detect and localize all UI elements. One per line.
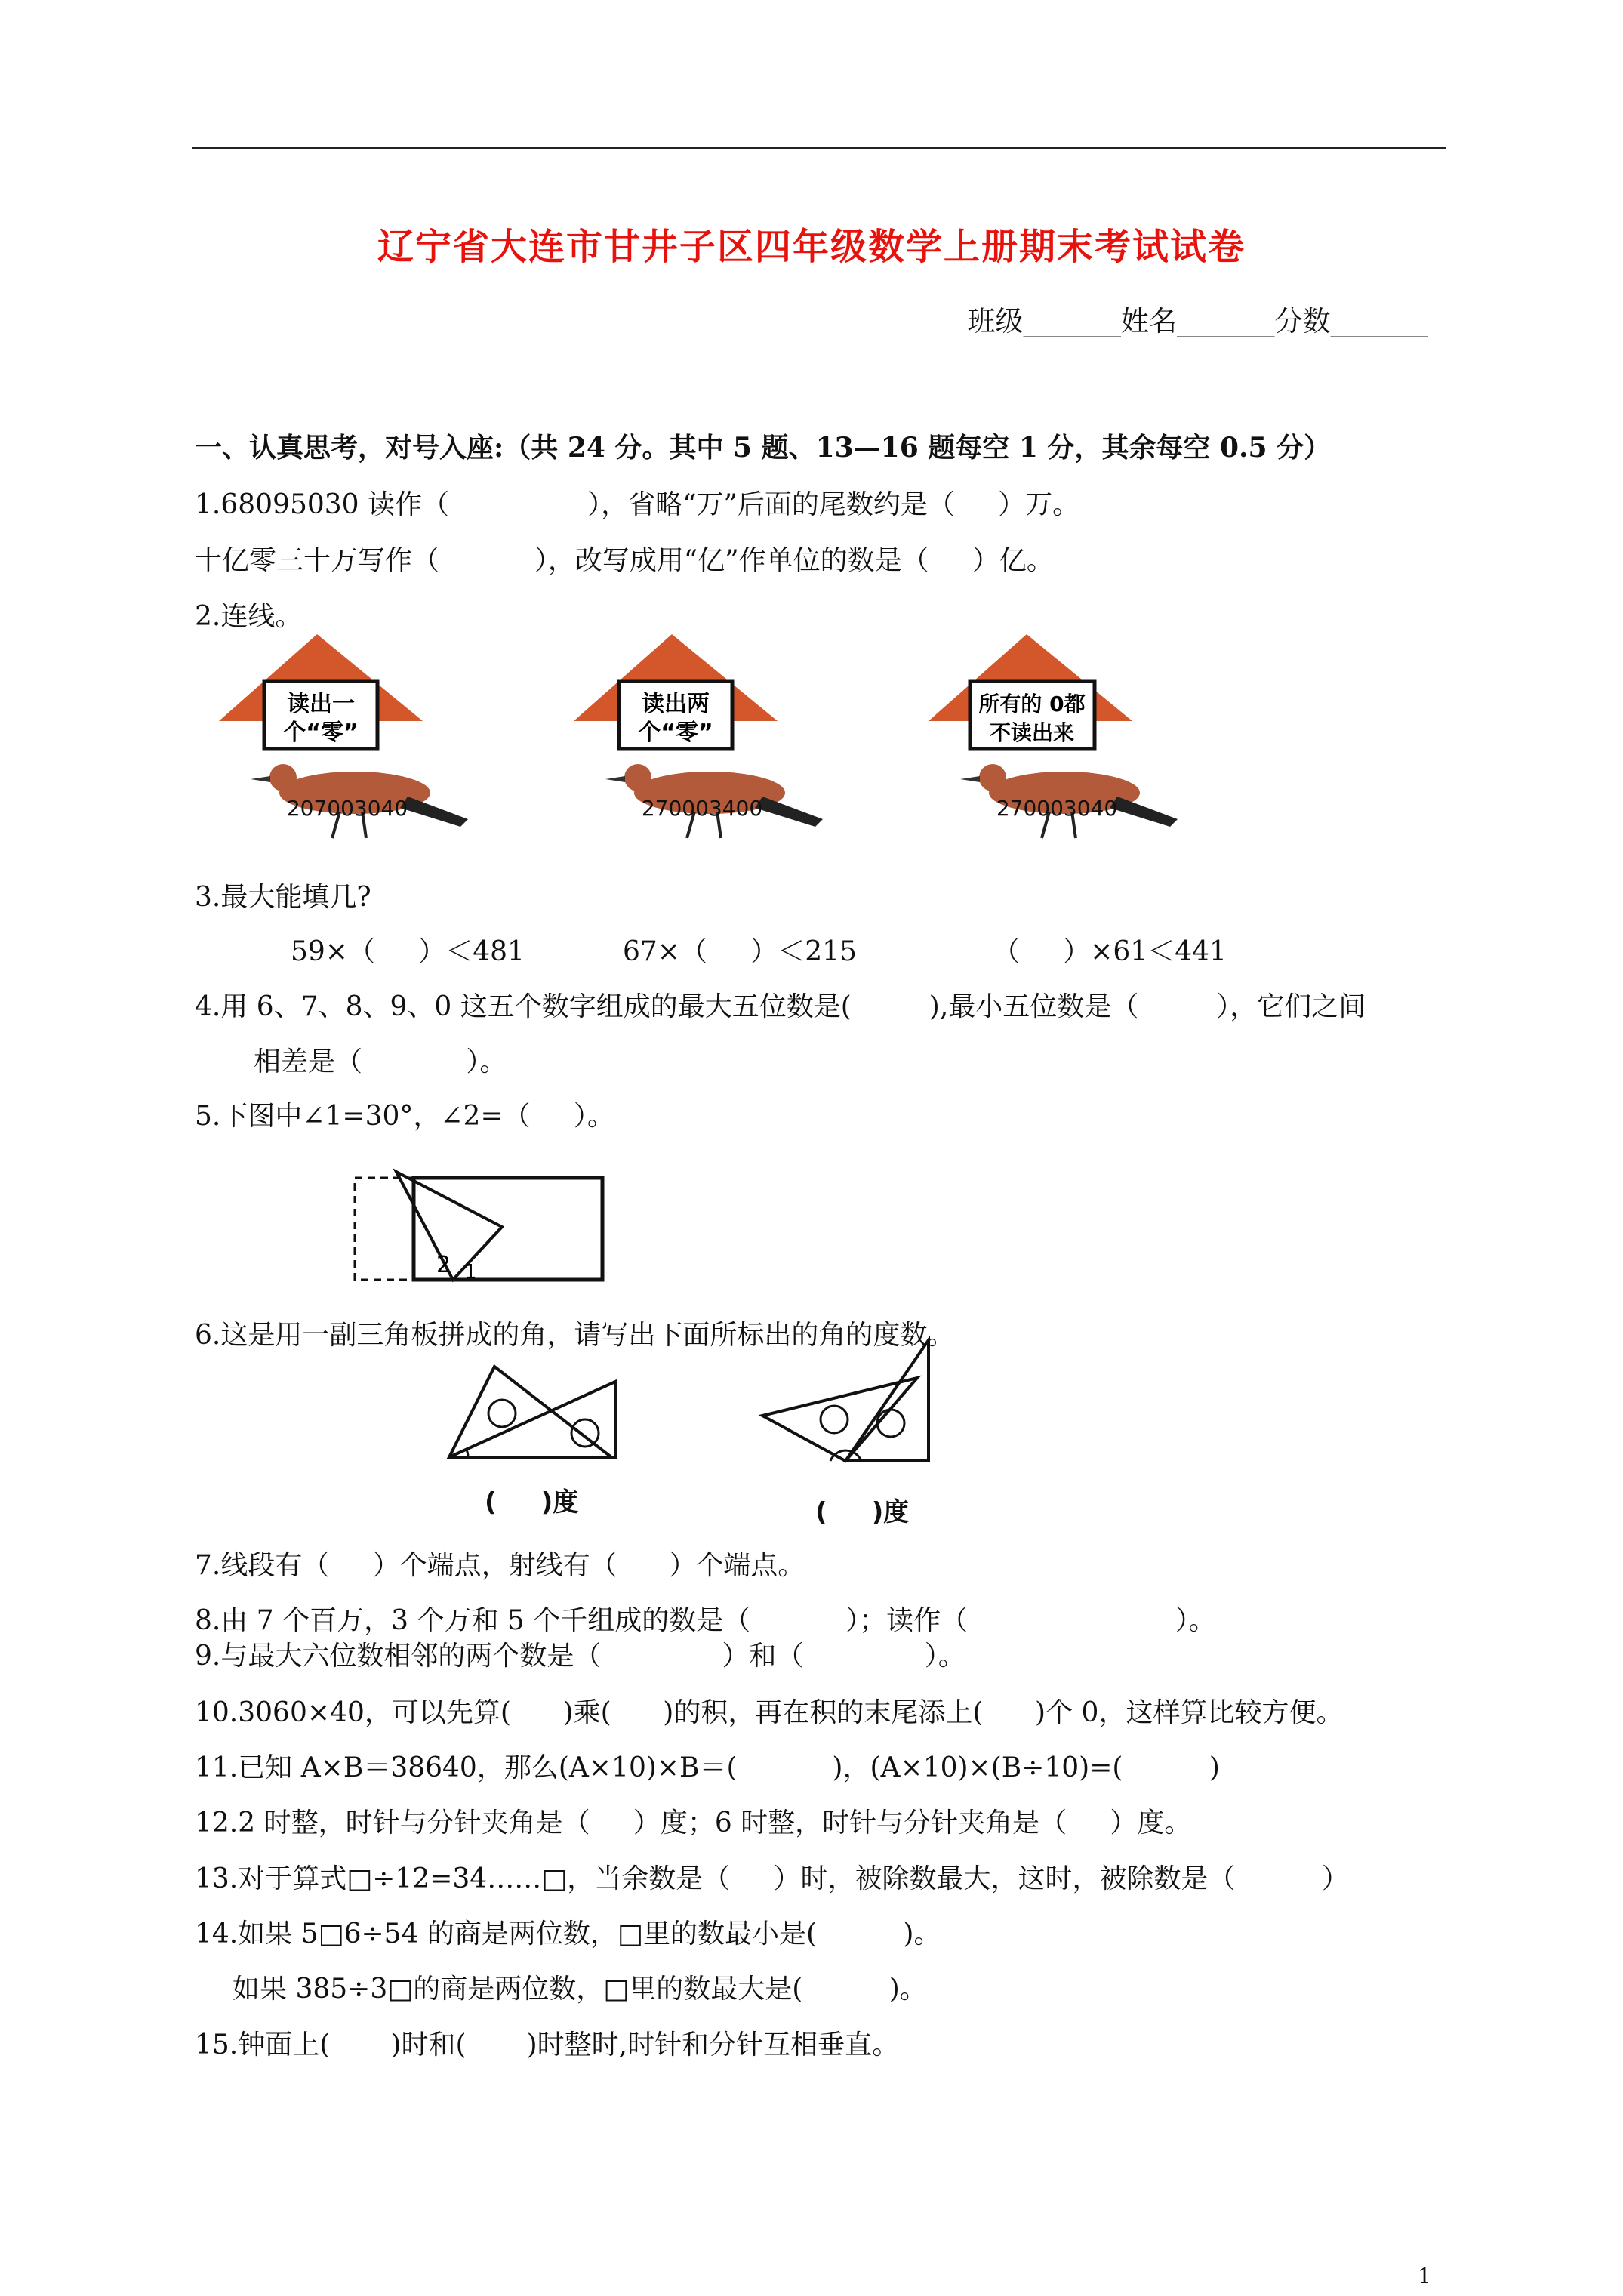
question-8: 8.由 7 个百万，3 个万和 5 个千组成的数是（ ）；读作（ ）。 [195,1605,1216,1636]
question-15: 15.钟面上( )时和( )时整时,时针和分针互相垂直。 [195,2029,900,2060]
house-2 [574,634,778,749]
question-2: 2.连线。 [195,601,303,632]
house-1-line2: 个“零” [283,720,359,746]
house-2-line2: 个“零” [638,720,713,746]
section-heading: 一、认真思考，对号入座:（共 24 分。其中 5 题、13—16 题每空 1 分，其余每空 0.5 分） [195,432,1332,464]
question-12: 12.2 时整，时针与分针夹角是（ ）度；6 时整，时针与分针夹角是（ ）度。 [195,1808,1192,1838]
student-info-line: 班级_______姓名_______分数_______ [967,305,1428,337]
angle-1-label: 1 [464,1261,477,1284]
house-3-line2: 不读出来 [989,720,1075,745]
question-6-figure-1 [438,1351,634,1469]
house-1 [219,634,423,749]
question-5: 5.下图中∠1=30°，∠2=（ ）。 [195,1101,614,1132]
question-3: 3.最大能填几? [195,882,371,913]
header-rule [192,147,1446,149]
bird-1 [251,764,468,838]
question-5-figure [332,1155,619,1295]
question-11: 11.已知 A×B＝38640，那么(A×10)×B＝( )，(A×10)×(B÷10)=( ) [195,1752,1220,1783]
question-4b: 相差是（ ）。 [254,1046,507,1077]
question-4a: 4.用 6、7、8、9、0 这五个数字组成的最大五位数是( ),最小五位数是（ ），它们之间 [195,991,1366,1022]
house-1-line1: 读出一 [287,691,355,717]
question-3-item-1: 59×（ ）＜481 [291,936,525,967]
question-13: 13.对于算式□÷12=34……□，当余数是（ ）时，被除数最大，这时，被除数是（ ） [195,1863,1349,1894]
bird-3-number: 270003040 [996,796,1118,821]
question-6: 6.这是用一副三角板拼成的角，请写出下面所标出的角的度数。 [195,1320,955,1351]
question-6-figure-2 [755,1333,951,1469]
question-6-answer-1: ( )度 [485,1487,579,1518]
question-9: 9.与最大六位数相邻的两个数是（ ）和（ ）。 [195,1641,965,1672]
question-1a: 1.68095030 读作（ ），省略“万”后面的尾数约是（ ）万。 [195,489,1080,520]
question-3-item-2: 67×（ ）＜215 [623,936,857,967]
question-6-answer-2: ( )度 [815,1497,910,1527]
question-14b: 如果 385÷3□的商是两位数，□里的数最大是( )。 [233,1974,927,2005]
house-2-line1: 读出两 [642,691,710,717]
house-3-line1: 所有的 0都 [978,692,1086,717]
bird-3 [960,764,1178,838]
question-14a: 14.如果 5□6÷54 的商是两位数，□里的数最小是( )。 [195,1918,941,1949]
question-7: 7.线段有（ ）个端点，射线有（ ）个端点。 [195,1550,805,1581]
page-title: 辽宁省大连市甘井子区四年级数学上册期末考试试卷 [377,226,1246,268]
page-number: 1 [1418,2264,1431,2288]
question-1b: 十亿零三十万写作（ ），改写成用“亿”作单位的数是（ ）亿。 [195,545,1054,576]
bird-2 [605,764,823,838]
bird-1-number: 207003040 [286,796,408,821]
bird-2-number: 270003400 [641,796,763,821]
question-3-item-3: （ ）×61＜441 [993,936,1227,967]
house-3 [929,634,1132,749]
angle-2-label: 2 [436,1252,451,1278]
question-2-figure [0,627,1623,853]
question-10: 10.3060×40，可以先算( )乘( )的积，再在积的末尾添上( )个 0，这样算比较方便。 [195,1697,1344,1728]
